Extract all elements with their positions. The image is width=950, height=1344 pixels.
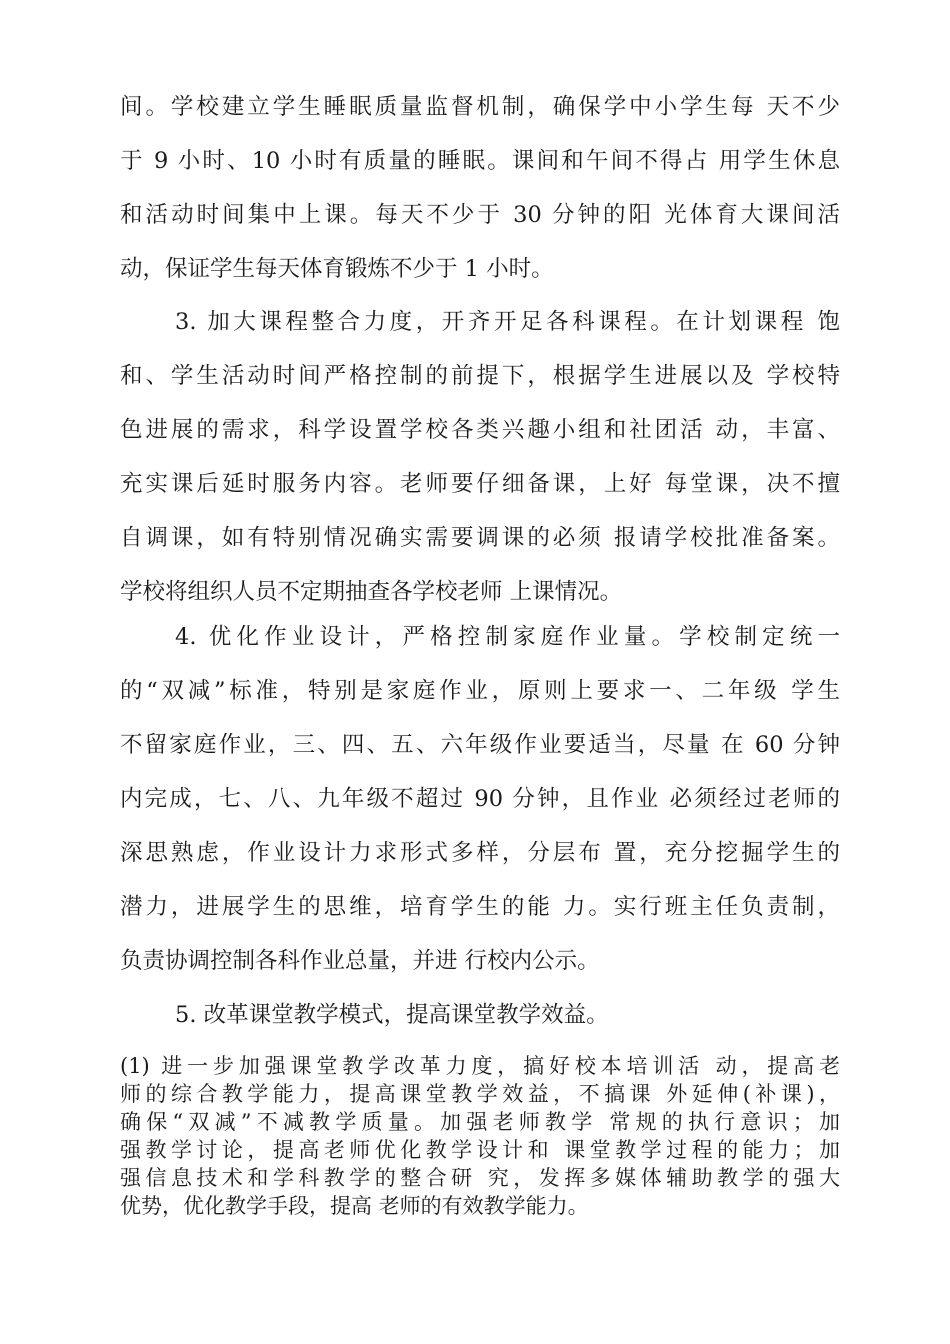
paragraph-item-5-1-classroom-reform — [120, 1052, 840, 1220]
text-line: 确保“双减”不减教学质量。加强老师教学 常规的执行意识；加 — [120, 1110, 840, 1134]
text-line: 深思熟虑，作业设计力求形式多样，分层布 置，充分挖掘学生的 — [120, 840, 840, 866]
paragraph-item-3-curriculum — [120, 295, 840, 619]
text-line: (1) 进一步加强课堂教学改革力度，搞好校本培训活 动，提高老 — [120, 1054, 840, 1078]
text-line: 4. 优化作业设计，严格控制家庭作业量。学校制定统一 — [175, 624, 840, 650]
text-line: 不留家庭作业，三、四、五、六年级作业要适当，尽量 在 60 分钟 — [120, 732, 840, 758]
text-line: 学校将组织人员不定期抽查各学校老师 上课情况。 — [120, 579, 623, 605]
text-line: 潜力，进展学生的思维，培育学生的能 力。实行班主任负责制， — [120, 894, 840, 920]
text-line: 间。学校建立学生睡眠质量监督机制，确保学中小学生每 天不少 — [120, 94, 840, 120]
text-line: 和、学生活动时间严格控制的前提下，根据学生进展以及 学校特 — [120, 363, 840, 389]
text-line: 5. 改革课堂教学模式，提高课堂教学效益。 — [175, 1002, 609, 1028]
text-line: 强信息技术和学科教学的整合研 究，发挥多媒体辅助教学的强大 — [120, 1166, 840, 1190]
paragraph-sleep-and-exercise — [120, 80, 840, 296]
text-line: 内完成，七、八、九年级不超过 90 分钟，且作业 必须经过老师的 — [120, 786, 840, 812]
paragraph-item-4-homework — [120, 610, 840, 988]
text-line: 和活动时间集中上课。每天不少于 30 分钟的阳 光体育大课间活 — [120, 202, 840, 228]
text-line: 充实课后延时服务内容。老师要仔细备课，上好 每堂课，决不擅 — [120, 471, 840, 497]
text-line: 动，保证学生每天体育锻炼不少于 1 小时。 — [120, 256, 554, 282]
text-line: 色进展的需求，科学设置学校各类兴趣小组和社团活 动，丰富、 — [120, 417, 840, 443]
text-line: 强教学讨论，提高老师优化教学设计和 课堂教学过程的能力；加 — [120, 1138, 840, 1162]
text-line: 自调课，如有特别情况确实需要调课的必须 报请学校批准备案。 — [120, 525, 840, 551]
text-line: 于 9 小时、10 小时有质量的睡眠。课间和午间不得占 用学生休息 — [120, 148, 840, 174]
text-line: 负责协调控制各科作业总量，并进 行校内公示。 — [120, 948, 600, 974]
paragraph-item-5-heading — [120, 988, 840, 1042]
text-line: 优势，优化教学手段，提高 老师的有效教学能力。 — [120, 1194, 589, 1218]
text-line: 3. 加大课程整合力度，开齐开足各科课程。在计划课程 饱 — [175, 309, 840, 335]
text-line: 师的综合教学能力，提高课堂教学效益，不搞课 外延伸(补课)， — [120, 1082, 840, 1106]
text-line: 的“双减”标准，特别是家庭作业，原则上要求一、二年级 学生 — [120, 678, 840, 704]
